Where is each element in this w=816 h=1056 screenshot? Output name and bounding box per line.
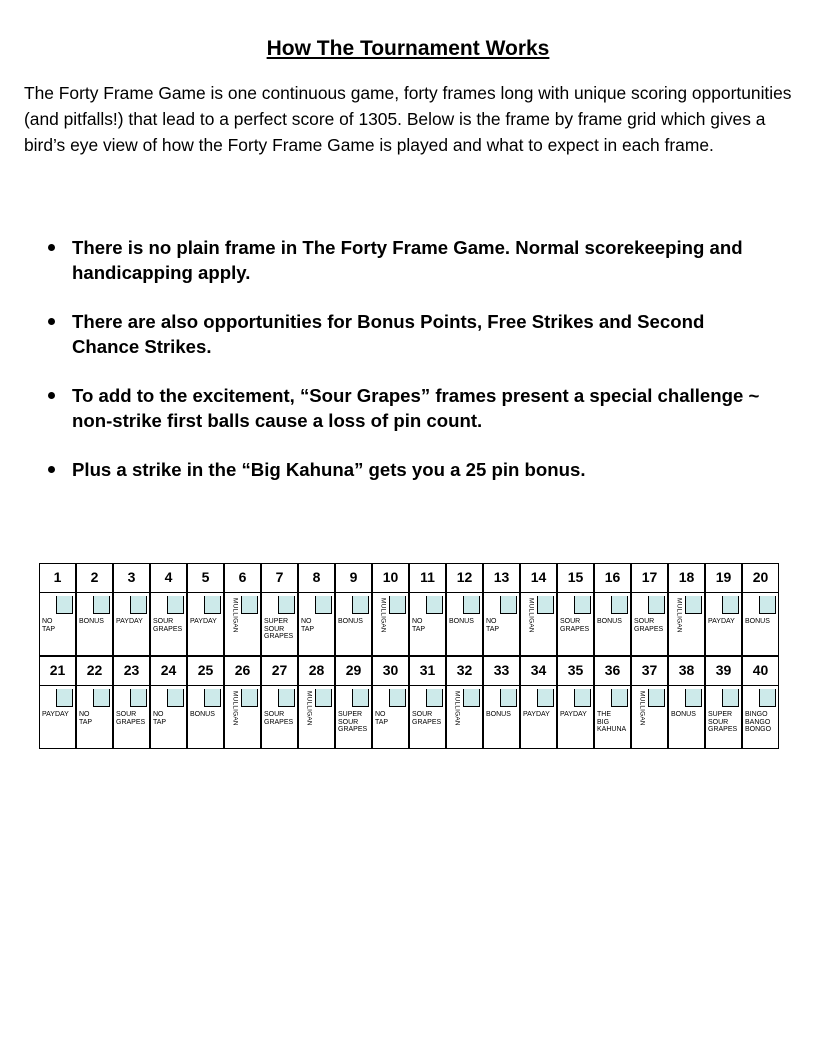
rules-list: [44, 235, 764, 506]
ball-box: [389, 596, 406, 614]
frame-type-label: SOUR GRAPES: [264, 711, 294, 726]
bullet-icon: [48, 318, 55, 325]
frame-number: 13: [484, 564, 519, 593]
frame-type-label: BONUS: [338, 618, 363, 625]
frame-number: 6: [225, 564, 260, 593]
frame-cell: [187, 656, 224, 749]
frame-number: 10: [373, 564, 408, 593]
frame-type-label: BONUS: [597, 618, 622, 625]
frame-cell: [76, 656, 113, 749]
frame-cell: [224, 563, 261, 656]
ball-box: [241, 596, 258, 614]
frame-cell: [113, 563, 150, 656]
frame-type-label: SOUR GRAPES: [634, 618, 664, 633]
frame-type-label: BONUS: [671, 711, 696, 718]
ball-box: [574, 689, 591, 707]
frame-number: 8: [299, 564, 334, 593]
frame-cell: [39, 656, 76, 749]
frame-number: 37: [632, 657, 667, 686]
frame-type-label: BINGO BANGO BONGO: [745, 711, 772, 733]
frame-cell: [705, 656, 742, 749]
rules-item-text: There is no plain frame in The Forty Frame Game. Normal scorekeeping and handicapping apply.: [72, 237, 743, 283]
frame-number: 18: [669, 564, 704, 593]
ball-box: [315, 596, 332, 614]
frame-cell: [557, 563, 594, 656]
ball-box: [204, 689, 221, 707]
frame-cell: [335, 656, 372, 749]
ball-box: [537, 596, 554, 614]
frame-type-label: MULLIGAN: [453, 691, 461, 726]
frame-type-label: SUPER SOUR GRAPES: [264, 618, 294, 640]
frame-cell: [76, 563, 113, 656]
bullet-icon: [48, 244, 55, 251]
ball-box: [426, 689, 443, 707]
intro-paragraph: The Forty Frame Game is one continuous game, forty frames long with unique scoring opportunities (and pitfalls!) that lead to a perfect score of 1305. Below is the frame by frame grid which gives a bird’s eye view of how the Forty Frame Game is played and what to expect in each frame.: [24, 83, 792, 155]
frame-type-label: SOUR GRAPES: [153, 618, 183, 633]
frame-cell: [594, 656, 631, 749]
frame-type-label: BONUS: [486, 711, 511, 718]
frame-number: 31: [410, 657, 445, 686]
ball-box: [278, 596, 295, 614]
frame-cell: [446, 563, 483, 656]
ball-box: [574, 596, 591, 614]
frame-type-label: BONUS: [190, 711, 215, 718]
frame-number: 16: [595, 564, 630, 593]
frame-number: 24: [151, 657, 186, 686]
frame-cell: [594, 563, 631, 656]
frame-number: 39: [706, 657, 741, 686]
frame-type-label: SUPER SOUR GRAPES: [708, 711, 738, 733]
ball-box: [537, 689, 554, 707]
frame-number: 11: [410, 564, 445, 593]
frame-type-label: THE BIG KAHUNA: [597, 711, 627, 733]
frame-cell: [557, 656, 594, 749]
rules-item-text: There are also opportunities for Bonus Points, Free Strikes and Second Chance Strikes.: [72, 311, 705, 357]
ball-box: [56, 689, 73, 707]
ball-box: [611, 596, 628, 614]
frame-number: 14: [521, 564, 556, 593]
frame-number: 29: [336, 657, 371, 686]
ball-box: [759, 689, 776, 707]
frame-type-label: NO TAP: [412, 618, 426, 633]
frame-type-label: SOUR GRAPES: [412, 711, 442, 726]
frame-grid: [39, 563, 779, 749]
ball-box: [241, 689, 258, 707]
frame-type-label: BONUS: [449, 618, 474, 625]
frame-type-label: PAYDAY: [116, 618, 143, 625]
frame-type-label: MULLIGAN: [231, 691, 239, 726]
frame-number: 36: [595, 657, 630, 686]
frame-cell: [668, 563, 705, 656]
ball-box: [500, 689, 517, 707]
frame-type-label: PAYDAY: [42, 711, 69, 718]
ball-box: [204, 596, 221, 614]
ball-box: [722, 596, 739, 614]
ball-box: [648, 689, 665, 707]
rules-item-text: To add to the excitement, “Sour Grapes” frames present a special challenge ~ non-strike first balls cause a loss of pin count.: [72, 385, 760, 431]
frame-number: 15: [558, 564, 593, 593]
frame-type-label: SUPER SOUR GRAPES: [338, 711, 368, 733]
frame-cell: [742, 656, 779, 749]
frame-number: 20: [743, 564, 778, 593]
ball-box: [130, 596, 147, 614]
frame-cell: [520, 563, 557, 656]
frame-type-label: PAYDAY: [523, 711, 550, 718]
frame-number: 26: [225, 657, 260, 686]
ball-box: [167, 596, 184, 614]
ball-box: [611, 689, 628, 707]
frame-cell: [39, 563, 76, 656]
ball-box: [167, 689, 184, 707]
ball-box: [56, 596, 73, 614]
frame-type-label: NO TAP: [79, 711, 93, 726]
frame-number: 30: [373, 657, 408, 686]
ball-box: [463, 596, 480, 614]
ball-box: [278, 689, 295, 707]
frame-type-label: NO TAP: [42, 618, 56, 633]
ball-box: [426, 596, 443, 614]
frame-number: 5: [188, 564, 223, 593]
frame-type-label: NO TAP: [301, 618, 315, 633]
frame-type-label: MULLIGAN: [527, 598, 535, 633]
ball-box: [389, 689, 406, 707]
rules-item-text: Plus a strike in the “Big Kahuna” gets you a 25 pin bonus.: [72, 459, 586, 480]
frame-type-label: BONUS: [745, 618, 770, 625]
frame-cell: [742, 563, 779, 656]
frame-cell: [150, 563, 187, 656]
frame-number: 23: [114, 657, 149, 686]
frame-cell: [150, 656, 187, 749]
frame-number: 3: [114, 564, 149, 593]
frame-cell: [372, 656, 409, 749]
bullet-icon: [48, 466, 55, 473]
ball-box: [315, 689, 332, 707]
bullet-icon: [48, 392, 55, 399]
frame-cell: [631, 563, 668, 656]
frame-number: 32: [447, 657, 482, 686]
frame-type-label: PAYDAY: [708, 618, 735, 625]
rules-list-item: [44, 383, 764, 433]
ball-box: [722, 689, 739, 707]
frame-type-label: MULLIGAN: [379, 598, 387, 633]
frame-cell: [113, 656, 150, 749]
frame-cell: [261, 563, 298, 656]
ball-box: [463, 689, 480, 707]
frame-cell: [298, 656, 335, 749]
ball-box: [685, 596, 702, 614]
frame-number: 4: [151, 564, 186, 593]
frame-cell: [224, 656, 261, 749]
ball-box: [93, 689, 110, 707]
frame-cell: [409, 656, 446, 749]
frame-cell: [668, 656, 705, 749]
frame-cell: [372, 563, 409, 656]
frame-cell: [483, 656, 520, 749]
ball-box: [352, 596, 369, 614]
page-title: How The Tournament Works: [266, 37, 550, 60]
rules-list-item: [44, 235, 764, 285]
frame-type-label: SOUR GRAPES: [116, 711, 146, 726]
frame-number: 34: [521, 657, 556, 686]
frame-type-label: NO TAP: [153, 711, 167, 726]
frame-number: 19: [706, 564, 741, 593]
frame-type-label: BONUS: [79, 618, 104, 625]
ball-box: [93, 596, 110, 614]
ball-box: [648, 596, 665, 614]
frame-cell: [187, 563, 224, 656]
frame-type-label: MULLIGAN: [231, 598, 239, 633]
frame-type-label: NO TAP: [375, 711, 389, 726]
frame-type-label: SOUR GRAPES: [560, 618, 590, 633]
frame-number: 33: [484, 657, 519, 686]
frame-type-label: PAYDAY: [190, 618, 217, 625]
frame-cell: [446, 656, 483, 749]
frame-cell: [298, 563, 335, 656]
frame-cell: [631, 656, 668, 749]
frame-cell: [335, 563, 372, 656]
frame-number: 25: [188, 657, 223, 686]
frame-number: 1: [40, 564, 75, 593]
frame-number: 35: [558, 657, 593, 686]
frame-number: 22: [77, 657, 112, 686]
ball-box: [759, 596, 776, 614]
frame-number: 12: [447, 564, 482, 593]
frame-type-label: NO TAP: [486, 618, 500, 633]
ball-box: [500, 596, 517, 614]
rules-list-item: [44, 457, 764, 482]
frame-number: 9: [336, 564, 371, 593]
frame-cell: [261, 656, 298, 749]
frame-type-label: MULLIGAN: [305, 691, 313, 726]
frame-number: 17: [632, 564, 667, 593]
frame-number: 38: [669, 657, 704, 686]
frame-number: 7: [262, 564, 297, 593]
frame-type-label: MULLIGAN: [638, 691, 646, 726]
frame-number: 2: [77, 564, 112, 593]
frame-number: 40: [743, 657, 778, 686]
frame-number: 27: [262, 657, 297, 686]
frame-cell: [705, 563, 742, 656]
frame-cell: [409, 563, 446, 656]
frame-cell: [483, 563, 520, 656]
frame-cell: [520, 656, 557, 749]
ball-box: [685, 689, 702, 707]
frame-type-label: MULLIGAN: [675, 598, 683, 633]
frame-type-label: PAYDAY: [560, 711, 587, 718]
ball-box: [130, 689, 147, 707]
frame-number: 28: [299, 657, 334, 686]
ball-box: [352, 689, 369, 707]
rules-list-item: [44, 309, 764, 359]
frame-number: 21: [40, 657, 75, 686]
